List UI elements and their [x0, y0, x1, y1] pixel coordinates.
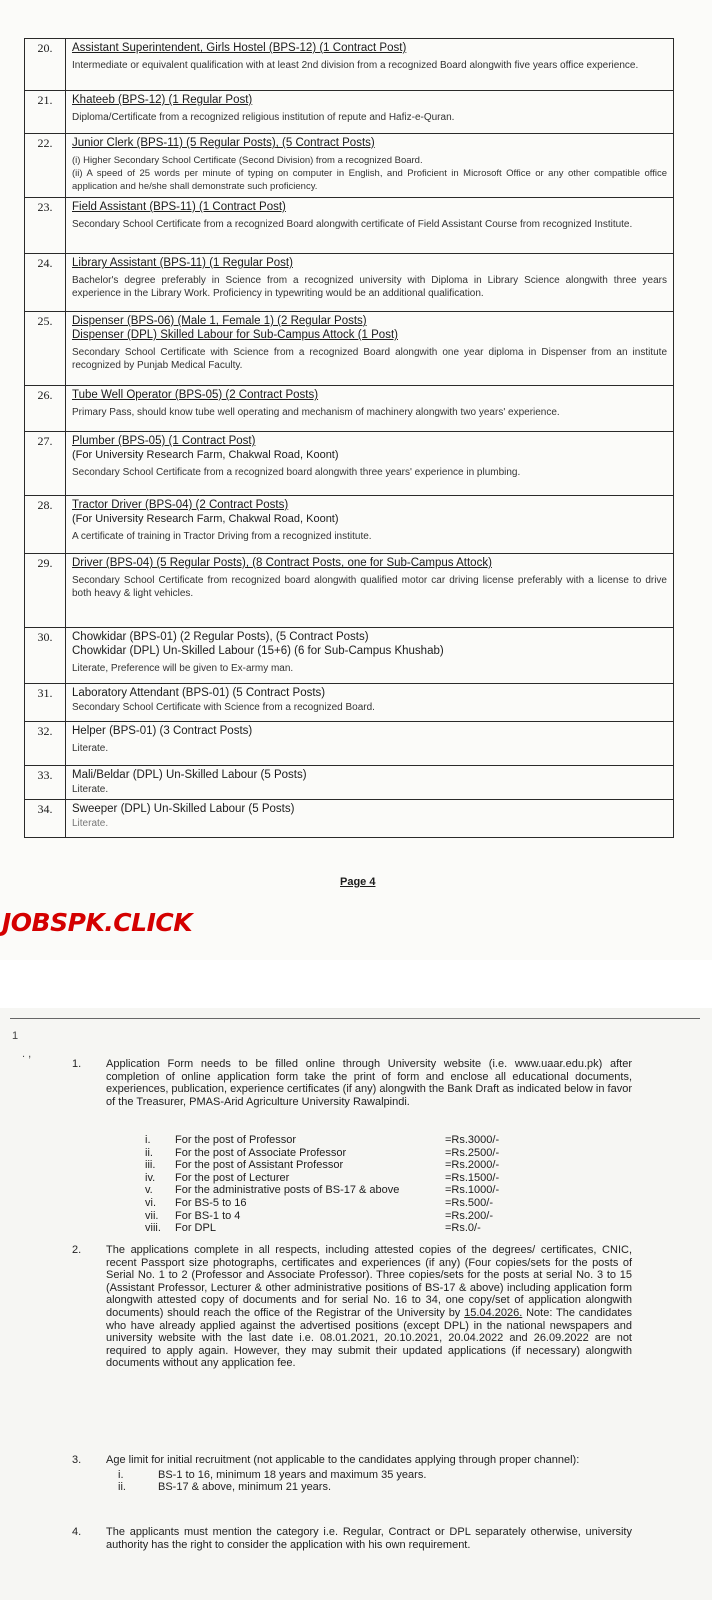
instruction-text: The applications complete in all respects, including attested copies of the degrees/ certificates, CNIC, recent Passport size photographs, certificates and experiences (if any) (Four copies/sets for the posts of Serial No. 1 to 2 (Professor and Associate Professor). Three copies/sets for the posts at serial No. 3 to 15 (Assistant Professor, Lecturer & other administrative positions of BS-17 & above) including application form alongwith attested copy of documents and for serial No. 16 to 34, one copy/set of application alongwith documents) should reach the office of the Registrar of the University by 15.04.2026. Note: The candidates who have already applied against the advertised positions (except DPL) in the national newspapers and university website with the last date i.e. 08.01.2021, 20.10.2021, 20.04.2022 and 26.09.2022 are not required to apply again. However, they may submit their updated applications (if necessary) alongwith documents without any application fee. — [106, 1244, 632, 1370]
fee-amount: =Rs.1000/- — [445, 1184, 500, 1197]
table-row — [25, 198, 674, 254]
fee-row — [145, 1172, 565, 1185]
fee-amount: =Rs.2000/- — [445, 1159, 500, 1172]
post-title: Field Assistant (BPS-11) (1 Contract Post) — [72, 201, 286, 213]
page-gap — [0, 960, 712, 1008]
post-title: Library Assistant (BPS-11) (1 Regular Post) — [72, 257, 293, 269]
post-number: 31. — [25, 684, 66, 722]
instruction-number: 4. — [72, 1526, 82, 1538]
post-location: (For University Research Farm, Chakwal Road, Koont) — [72, 449, 339, 461]
post-number: 21. — [25, 91, 66, 134]
table-row — [25, 554, 674, 628]
instruction-number: 3. — [72, 1454, 82, 1466]
post-number: 28. — [25, 496, 66, 554]
fee-roman: iv. — [145, 1171, 156, 1184]
post-number: 27. — [25, 432, 66, 496]
fee-label: For BS-5 to 16 — [175, 1196, 247, 1209]
post-title: Junior Clerk (BPS-11) (5 Regular Posts), (5 Contract Posts) — [72, 137, 375, 149]
post-number: 30. — [25, 628, 66, 684]
fee-roman: v. — [145, 1184, 153, 1197]
fee-row — [145, 1210, 565, 1223]
table-row — [25, 432, 674, 496]
instruction-3 — [72, 1454, 632, 1494]
fee-amount: =Rs.0/- — [445, 1222, 481, 1235]
margin-dots: . , — [22, 1048, 32, 1060]
post-title: Assistant Superintendent, Girls Hostel (BPS-12) (1 Contract Post) — [72, 42, 407, 54]
post-title: Helper (BPS-01) (3 Contract Posts) — [72, 725, 253, 737]
post-number: 22. — [25, 134, 66, 198]
post-qualification: Secondary School Certificate from recognized board alongwith qualified motor car driving license preferably with a license to drive both heavy & light vehicles. — [72, 575, 667, 599]
instruction-number: 2. — [72, 1244, 82, 1256]
fee-label: For the post of Professor — [175, 1134, 297, 1146]
instruction-text: The applicants must mention the category i.e. Regular, Contract or DPL separately otherwise, university authority has the right to consider the application with his own requirement. — [106, 1526, 632, 1551]
post-qualification: Secondary School Certificate with Science from a recognized Board. — [72, 702, 375, 713]
post-title: Tractor Driver (BPS-04) (2 Contract Posts) — [72, 499, 289, 511]
post-qualification: Bachelor's degree preferably in Science from a recognized university with Diploma in Library Science alongwith three years experience in the Library Work. Proficiency in typewriting would be an additional qualification. — [72, 275, 667, 299]
post-number: 24. — [25, 254, 66, 312]
fee-list — [145, 1134, 565, 1235]
instruction-4 — [72, 1526, 632, 1551]
watermark-logo: JOBSPK.CLICK — [2, 908, 193, 937]
fee-label: For BS-1 to 4 — [175, 1209, 241, 1222]
age-limit-item: ii. BS-17 & above, minimum 21 years. — [118, 1481, 332, 1494]
post-number: 20. — [25, 39, 66, 91]
table-row — [25, 386, 674, 432]
fee-row — [145, 1197, 565, 1210]
post-qualification: Secondary School Certificate from a recognized board alongwith three years' experience in plumbing. — [72, 467, 521, 478]
fee-label: For the post of Assistant Professor — [175, 1159, 344, 1172]
post-qualification: Literate. — [72, 743, 109, 754]
post-number: 26. — [25, 386, 66, 432]
post-title: Dispenser (BPS-06) (Male 1, Female 1) (2 Regular Posts) — [72, 315, 367, 327]
instructions-page — [0, 1008, 712, 1600]
post-qualification: Primary Pass, should know tube well operating and mechanism of machinery alongwith two years' experience. — [72, 407, 560, 418]
table-row — [25, 312, 674, 386]
instruction-1 — [72, 1058, 632, 1108]
post-number: 33. — [25, 766, 66, 800]
fee-roman: i. — [145, 1134, 151, 1146]
post-qualification: Literate. — [72, 818, 109, 829]
post-title: Mali/Beldar (DPL) Un-Skilled Labour (5 Posts) — [72, 769, 307, 781]
fee-amount: =Rs.3000/- — [445, 1134, 500, 1146]
post-title: Plumber (BPS-05) (1 Contract Post) — [72, 435, 256, 447]
fee-roman: viii. — [145, 1222, 161, 1235]
post-title: Driver (BPS-04) (5 Regular Posts), (8 Contract Posts, one for Sub-Campus Attock) — [72, 557, 492, 569]
age-limit-item: i. BS-1 to 16, minimum 18 years and maximum 35 years. — [118, 1468, 427, 1481]
post-title: Sweeper (DPL) Un-Skilled Labour (5 Posts) — [72, 803, 295, 815]
post-location: (For University Research Farm, Chakwal Road, Koont) — [72, 513, 339, 525]
fee-roman: ii. — [145, 1146, 153, 1159]
fee-row — [145, 1222, 565, 1235]
post-title: Khateeb (BPS-12) (1 Regular Post) — [72, 94, 253, 106]
fee-row — [145, 1147, 565, 1160]
table-row — [25, 254, 674, 312]
post-qualification: Secondary School Certificate with Science from a recognized Board alongwith one year diploma in Dispenser from an institute recognized by Punjab Medical Faculty. — [72, 347, 667, 371]
posts-table — [24, 38, 674, 838]
post-qualification: Diploma/Certificate from a recognized religious institution of repute and Hafiz-e-Quran. — [72, 112, 455, 123]
post-qualification: Intermediate or equivalent qualification with at least 2nd division from a recognized Board alongwith five years office experience. — [72, 60, 639, 71]
table-row — [25, 39, 674, 91]
table-row — [25, 134, 674, 198]
fee-label: For the post of Lecturer — [175, 1171, 290, 1184]
table-row — [25, 496, 674, 554]
table-row — [25, 628, 674, 684]
fee-label: For the post of Associate Professor — [175, 1146, 347, 1159]
post-qualification: (i) Higher Secondary School Certificate (Second Division) from a recognized Board. — [72, 155, 423, 166]
post-qualification: (ii) A speed of 25 words per minute of typing on computer in English, and Proficient in Microsoft Office or any other compatible office application and he/she shall demonstrate such proficiency. — [72, 168, 667, 192]
note-text: Note: The candidates who have already applied against the advertised positions (except DPL) in the national newspapers and university website with the last date i.e. 08.01.2021, 20.10.2021, 20.04.2022 and 26.09.2022 are not required to apply again. However, they may submit their updated applications (if necessary) alongwith documents without any application fee. — [106, 1306, 632, 1370]
post-qualification: Secondary School Certificate from a recognized Board alongwith certificate of Field Assistant Course from recognized Institute. — [72, 219, 633, 230]
deadline-date: 15.04.2026. — [464, 1306, 523, 1319]
instruction-number: 1. — [72, 1058, 82, 1070]
post-number: 29. — [25, 554, 66, 628]
fee-label: For DPL — [175, 1222, 216, 1235]
table-row — [25, 800, 674, 838]
post-number: 34. — [25, 800, 66, 838]
post-title-sub: Dispenser (DPL) Skilled Labour for Sub-Campus Attock (1 Post) — [72, 329, 398, 341]
table-row — [25, 766, 674, 800]
fee-row — [145, 1134, 565, 1147]
post-qualification: Literate, Preference will be given to Ex-army man. — [72, 663, 294, 674]
instruction-text: Age limit for initial recruitment (not applicable to the candidates applying through proper channel): — [106, 1454, 580, 1466]
table-row — [25, 722, 674, 766]
page-top-border — [10, 1018, 700, 1019]
post-qualification: Literate. — [72, 784, 109, 795]
fee-row — [145, 1159, 565, 1172]
fee-amount: =Rs.2500/- — [445, 1146, 500, 1159]
post-number: 32. — [25, 722, 66, 766]
instruction-text: Application Form needs to be filled online through University website (i.e. www.uaar.edu.pk) after completion of online application form take the print of form and enclose all educational documents, experiences, publication, experience certificates (if any) alongwith the Bank Draft as indicated below in favor of the Treasurer, PMAS-Arid Agriculture University Rawalpindi. — [106, 1058, 632, 1108]
fee-roman: vi. — [145, 1196, 156, 1209]
post-qualification: A certificate of training in Tractor Driving from a recognized institute. — [72, 531, 372, 542]
fee-roman: iii. — [145, 1159, 156, 1172]
post-title: Chowkidar (BPS-01) (2 Regular Posts), (5 Contract Posts) — [72, 631, 369, 643]
page-number: Page 4 — [340, 876, 376, 888]
post-title: Tube Well Operator (BPS-05) (2 Contract Posts) — [72, 389, 319, 401]
post-title-sub: Chowkidar (DPL) Un-Skilled Labour (15+6) (6 for Sub-Campus Khushab) — [72, 645, 444, 657]
table-row — [25, 91, 674, 134]
fee-row — [145, 1184, 565, 1197]
fee-label: For the administrative posts of BS-17 & above — [175, 1184, 400, 1197]
fee-amount: =Rs.200/- — [445, 1209, 493, 1222]
instruction-2 — [72, 1244, 632, 1370]
post-number: 23. — [25, 198, 66, 254]
corner-mark: 1 — [12, 1030, 19, 1042]
fee-amount: =Rs.1500/- — [445, 1171, 500, 1184]
post-number: 25. — [25, 312, 66, 386]
post-title: Laboratory Attendant (BPS-01) (5 Contract Posts) — [72, 687, 326, 699]
fee-amount: =Rs.500/- — [445, 1196, 493, 1209]
fee-roman: vii. — [145, 1209, 159, 1222]
table-row — [25, 684, 674, 722]
